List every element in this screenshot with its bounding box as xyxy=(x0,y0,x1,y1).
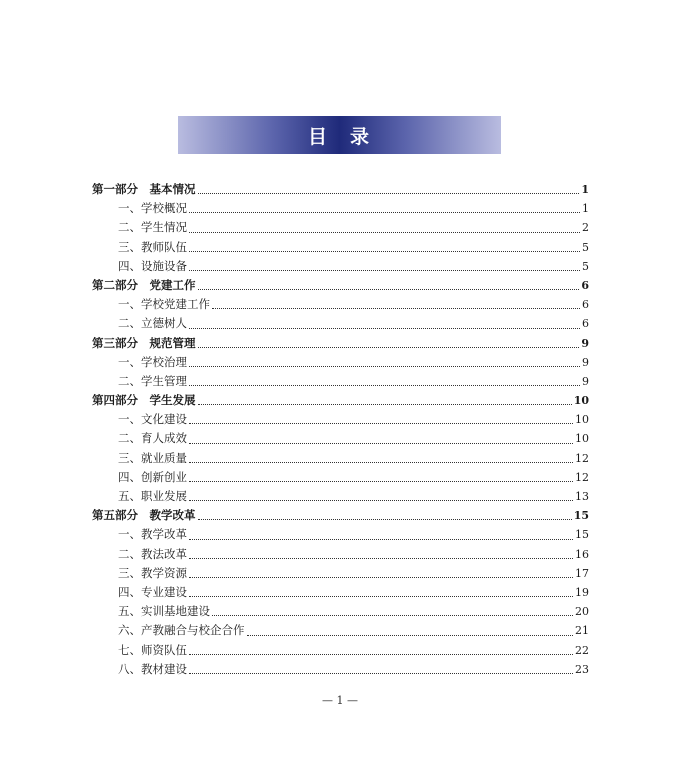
toc-item-row[interactable] xyxy=(92,410,589,429)
toc-item-row[interactable] xyxy=(92,621,589,640)
toc-dot-leader xyxy=(198,288,580,290)
toc-entry-label: 一、教学改革 xyxy=(118,527,187,542)
toc-dot-leader xyxy=(212,307,580,309)
toc-section-row[interactable] xyxy=(92,180,589,199)
toc-title: 目 录 xyxy=(307,125,371,148)
toc-entry-label: 六、产教融合与校企合作 xyxy=(118,623,245,638)
toc-item-row[interactable] xyxy=(92,641,589,660)
toc-page-number: 9 xyxy=(582,355,589,369)
toc-dot-leader xyxy=(189,480,573,482)
toc-page-number: 10 xyxy=(575,432,589,446)
toc-dot-leader xyxy=(189,327,580,329)
toc-page-number: 23 xyxy=(575,662,589,676)
toc-page-number: 10 xyxy=(573,394,589,408)
toc-item-row[interactable] xyxy=(92,602,589,621)
toc-item-row[interactable] xyxy=(92,218,589,237)
toc-item-row[interactable] xyxy=(92,314,589,333)
toc-entry-label: 第五部分 教学改革 xyxy=(92,508,196,523)
toc-dot-leader xyxy=(189,538,573,540)
toc-page-number: 1 xyxy=(582,202,589,216)
toc-dot-leader xyxy=(189,653,573,655)
toc-page-number: 5 xyxy=(582,259,589,273)
toc-entry-label: 三、就业质量 xyxy=(118,450,187,465)
toc-dot-leader xyxy=(189,461,573,463)
toc-item-row[interactable] xyxy=(92,468,589,487)
toc-page-number: 5 xyxy=(582,240,589,254)
toc-page-number: 15 xyxy=(573,509,589,523)
toc-entry-label: 五、实训基地建设 xyxy=(118,604,210,619)
toc-dot-leader xyxy=(198,346,580,348)
toc-dot-leader xyxy=(198,518,572,520)
toc-entry-label: 七、师资队伍 xyxy=(118,642,187,657)
toc-page-number: 6 xyxy=(582,298,589,312)
toc-entry-label: 四、设施设备 xyxy=(118,258,187,273)
toc-page-number: 9 xyxy=(581,336,589,350)
toc-entry-label: 二、育人成效 xyxy=(118,431,187,446)
toc-item-row[interactable] xyxy=(92,295,589,314)
toc-item-row[interactable] xyxy=(92,564,589,583)
toc-page-number: 13 xyxy=(575,490,589,503)
toc-item-row[interactable] xyxy=(92,353,589,372)
toc-page-number: 10 xyxy=(575,413,589,427)
toc-dot-leader xyxy=(189,442,573,444)
toc-dot-leader xyxy=(212,614,573,616)
toc-title-banner xyxy=(178,116,501,154)
toc-item-row[interactable] xyxy=(92,583,589,602)
toc-item-row[interactable] xyxy=(92,545,589,564)
toc-entry-label: 第一部分 基本情况 xyxy=(92,182,196,196)
toc-item-row[interactable] xyxy=(92,487,589,506)
toc-page-number: 12 xyxy=(575,451,589,465)
toc-item-row[interactable] xyxy=(92,429,589,448)
toc-page-number: 1 xyxy=(581,183,589,196)
toc-dot-leader xyxy=(189,422,573,424)
toc-entry-label: 一、学校治理 xyxy=(118,354,187,369)
toc-entry-label: 第三部分 规范管理 xyxy=(92,335,196,350)
toc-entry-label: 三、教学资源 xyxy=(118,565,187,580)
toc-item-row[interactable] xyxy=(92,449,589,468)
toc-item-row[interactable] xyxy=(92,257,589,276)
toc-dot-leader xyxy=(189,672,573,674)
table-of-contents xyxy=(92,180,589,679)
toc-page-number: 16 xyxy=(575,547,589,561)
toc-entry-label: 五、职业发展 xyxy=(118,489,187,503)
toc-dot-leader xyxy=(189,269,580,271)
toc-page-number: 2 xyxy=(582,221,589,235)
toc-entry-label: 三、教师队伍 xyxy=(118,239,187,254)
toc-dot-leader xyxy=(189,231,580,233)
toc-section-row[interactable] xyxy=(92,506,589,525)
toc-page-number: 9 xyxy=(582,374,589,388)
toc-dot-leader xyxy=(189,576,573,578)
toc-dot-leader xyxy=(189,211,580,213)
toc-section-row[interactable] xyxy=(92,334,589,353)
toc-dot-leader xyxy=(189,499,573,501)
toc-entry-label: 二、学生情况 xyxy=(118,220,187,235)
toc-item-row[interactable] xyxy=(92,199,589,218)
toc-entry-label: 八、教材建设 xyxy=(118,661,187,676)
toc-page-number: 21 xyxy=(575,624,589,638)
toc-page-number: 20 xyxy=(575,605,589,619)
toc-item-row[interactable] xyxy=(92,372,589,391)
toc-dot-leader xyxy=(189,365,580,367)
toc-page-number: 12 xyxy=(575,470,589,484)
toc-entry-label: 一、文化建设 xyxy=(118,412,187,427)
toc-item-row[interactable] xyxy=(92,660,589,679)
page-number: — 1 — xyxy=(322,694,358,707)
toc-page-number: 6 xyxy=(581,278,589,292)
toc-dot-leader xyxy=(189,384,580,386)
toc-entry-label: 第四部分 学生发展 xyxy=(92,393,196,408)
toc-entry-label: 二、学生管理 xyxy=(118,373,187,388)
toc-item-row[interactable] xyxy=(92,238,589,257)
toc-dot-leader xyxy=(189,595,573,597)
toc-item-row[interactable] xyxy=(92,525,589,544)
toc-dot-leader xyxy=(189,557,573,559)
toc-section-row[interactable] xyxy=(92,391,589,410)
toc-page-number: 19 xyxy=(575,585,589,599)
toc-dot-leader xyxy=(198,403,572,405)
toc-entry-label: 第二部分 党建工作 xyxy=(92,277,196,292)
toc-section-row[interactable] xyxy=(92,276,589,295)
toc-dot-leader xyxy=(198,192,580,194)
toc-entry-label: 四、专业建设 xyxy=(118,584,187,599)
toc-entry-label: 一、学校概况 xyxy=(118,201,187,216)
toc-page-number: 15 xyxy=(575,528,589,542)
toc-entry-label: 一、学校党建工作 xyxy=(118,297,210,312)
toc-entry-label: 四、创新创业 xyxy=(118,469,187,484)
toc-entry-label: 二、立德树人 xyxy=(118,316,187,331)
toc-page-number: 22 xyxy=(575,643,589,657)
toc-page-number: 17 xyxy=(575,566,589,580)
toc-dot-leader xyxy=(189,250,580,252)
toc-dot-leader xyxy=(247,634,574,636)
toc-page-number: 6 xyxy=(582,317,589,331)
toc-entry-label: 二、教法改革 xyxy=(118,546,187,561)
